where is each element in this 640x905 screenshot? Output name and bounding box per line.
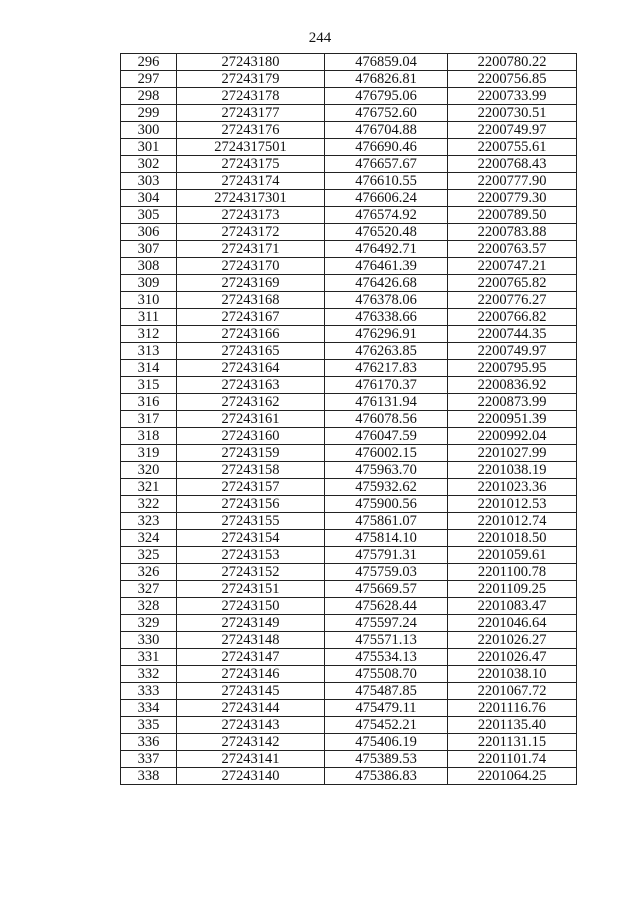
y-coordinate-cell: 2200730.51 [448, 105, 577, 122]
table-row [121, 377, 577, 394]
x-coordinate-cell: 476263.85 [325, 343, 448, 360]
y-coordinate-cell: 2200789.50 [448, 207, 577, 224]
point-id-cell: 27243143 [177, 717, 325, 734]
table-row [121, 598, 577, 615]
y-coordinate-cell: 2201101.74 [448, 751, 577, 768]
point-id-cell: 27243166 [177, 326, 325, 343]
point-id-cell: 27243170 [177, 258, 325, 275]
y-coordinate-cell: 2201046.64 [448, 615, 577, 632]
point-id-cell: 27243142 [177, 734, 325, 751]
row-number-cell: 307 [121, 241, 177, 258]
y-coordinate-cell: 2201012.74 [448, 513, 577, 530]
table-row [121, 649, 577, 666]
y-coordinate-cell: 2200795.95 [448, 360, 577, 377]
point-id-cell: 27243151 [177, 581, 325, 598]
x-coordinate-cell: 476704.88 [325, 122, 448, 139]
table-row [121, 343, 577, 360]
point-id-cell: 27243159 [177, 445, 325, 462]
row-number-cell: 302 [121, 156, 177, 173]
x-coordinate-cell: 476047.59 [325, 428, 448, 445]
x-coordinate-cell: 476338.66 [325, 309, 448, 326]
point-id-cell: 27243160 [177, 428, 325, 445]
row-number-cell: 324 [121, 530, 177, 547]
row-number-cell: 297 [121, 71, 177, 88]
point-id-cell: 27243157 [177, 479, 325, 496]
table-row [121, 479, 577, 496]
y-coordinate-cell: 2200780.22 [448, 54, 577, 71]
table-row [121, 326, 577, 343]
y-coordinate-cell: 2201026.27 [448, 632, 577, 649]
x-coordinate-cell: 475534.13 [325, 649, 448, 666]
point-id-cell: 27243141 [177, 751, 325, 768]
table-row [121, 547, 577, 564]
y-coordinate-cell: 2201109.25 [448, 581, 577, 598]
point-id-cell: 27243171 [177, 241, 325, 258]
x-coordinate-cell: 476520.48 [325, 224, 448, 241]
table-row [121, 105, 577, 122]
row-number-cell: 311 [121, 309, 177, 326]
table-row [121, 666, 577, 683]
point-id-cell: 27243169 [177, 275, 325, 292]
row-number-cell: 331 [121, 649, 177, 666]
point-id-cell: 27243147 [177, 649, 325, 666]
point-id-cell: 27243149 [177, 615, 325, 632]
row-number-cell: 335 [121, 717, 177, 734]
row-number-cell: 303 [121, 173, 177, 190]
row-number-cell: 315 [121, 377, 177, 394]
row-number-cell: 317 [121, 411, 177, 428]
y-coordinate-cell: 2200749.97 [448, 343, 577, 360]
x-coordinate-cell: 476610.55 [325, 173, 448, 190]
x-coordinate-cell: 476002.15 [325, 445, 448, 462]
row-number-cell: 330 [121, 632, 177, 649]
x-coordinate-cell: 475963.70 [325, 462, 448, 479]
point-id-cell: 27243148 [177, 632, 325, 649]
y-coordinate-cell: 2201027.99 [448, 445, 577, 462]
x-coordinate-cell: 475386.83 [325, 768, 448, 785]
x-coordinate-cell: 476426.68 [325, 275, 448, 292]
y-coordinate-cell: 2200733.99 [448, 88, 577, 105]
point-id-cell: 27243179 [177, 71, 325, 88]
table-row [121, 88, 577, 105]
x-coordinate-cell: 476078.56 [325, 411, 448, 428]
table-row [121, 632, 577, 649]
point-id-cell: 27243180 [177, 54, 325, 71]
point-id-cell: 27243154 [177, 530, 325, 547]
point-id-cell: 27243173 [177, 207, 325, 224]
row-number-cell: 326 [121, 564, 177, 581]
x-coordinate-cell: 476752.60 [325, 105, 448, 122]
y-coordinate-cell: 2201131.15 [448, 734, 577, 751]
row-number-cell: 305 [121, 207, 177, 224]
table-row [121, 717, 577, 734]
point-id-cell: 27243152 [177, 564, 325, 581]
x-coordinate-cell: 475759.03 [325, 564, 448, 581]
row-number-cell: 337 [121, 751, 177, 768]
table-row [121, 173, 577, 190]
point-id-cell: 27243144 [177, 700, 325, 717]
x-coordinate-cell: 476657.67 [325, 156, 448, 173]
row-number-cell: 333 [121, 683, 177, 700]
point-id-cell: 27243155 [177, 513, 325, 530]
point-id-cell: 27243177 [177, 105, 325, 122]
y-coordinate-cell: 2201083.47 [448, 598, 577, 615]
x-coordinate-cell: 475389.53 [325, 751, 448, 768]
point-id-cell: 27243150 [177, 598, 325, 615]
x-coordinate-cell: 475900.56 [325, 496, 448, 513]
point-id-cell: 27243145 [177, 683, 325, 700]
y-coordinate-cell: 2200783.88 [448, 224, 577, 241]
y-coordinate-cell: 2201064.25 [448, 768, 577, 785]
table-row [121, 734, 577, 751]
row-number-cell: 308 [121, 258, 177, 275]
row-number-cell: 298 [121, 88, 177, 105]
y-coordinate-cell: 2201012.53 [448, 496, 577, 513]
x-coordinate-cell: 475669.57 [325, 581, 448, 598]
x-coordinate-cell: 476690.46 [325, 139, 448, 156]
row-number-cell: 322 [121, 496, 177, 513]
point-id-cell: 27243153 [177, 547, 325, 564]
point-id-cell: 2724317501 [177, 139, 325, 156]
table-row [121, 309, 577, 326]
x-coordinate-cell: 476461.39 [325, 258, 448, 275]
x-coordinate-cell: 476606.24 [325, 190, 448, 207]
table-body [121, 54, 577, 785]
y-coordinate-cell: 2200765.82 [448, 275, 577, 292]
row-number-cell: 320 [121, 462, 177, 479]
row-number-cell: 338 [121, 768, 177, 785]
table-row [121, 207, 577, 224]
x-coordinate-cell: 476296.91 [325, 326, 448, 343]
table-row [121, 445, 577, 462]
table-row [121, 581, 577, 598]
table-row [121, 190, 577, 207]
row-number-cell: 309 [121, 275, 177, 292]
point-id-cell: 27243163 [177, 377, 325, 394]
x-coordinate-cell: 476859.04 [325, 54, 448, 71]
table-row [121, 462, 577, 479]
table-row [121, 258, 577, 275]
table-row [121, 615, 577, 632]
x-coordinate-cell: 476378.06 [325, 292, 448, 309]
row-number-cell: 323 [121, 513, 177, 530]
x-coordinate-cell: 476795.06 [325, 88, 448, 105]
table-row [121, 768, 577, 785]
row-number-cell: 325 [121, 547, 177, 564]
table-row [121, 156, 577, 173]
y-coordinate-cell: 2201135.40 [448, 717, 577, 734]
table-row [121, 496, 577, 513]
point-id-cell: 27243172 [177, 224, 325, 241]
x-coordinate-cell: 476492.71 [325, 241, 448, 258]
row-number-cell: 299 [121, 105, 177, 122]
x-coordinate-cell: 475861.07 [325, 513, 448, 530]
x-coordinate-cell: 476131.94 [325, 394, 448, 411]
table-row [121, 71, 577, 88]
y-coordinate-cell: 2201038.10 [448, 666, 577, 683]
point-id-cell: 27243178 [177, 88, 325, 105]
y-coordinate-cell: 2200747.21 [448, 258, 577, 275]
table-row [121, 751, 577, 768]
row-number-cell: 327 [121, 581, 177, 598]
x-coordinate-cell: 475597.24 [325, 615, 448, 632]
point-id-cell: 27243156 [177, 496, 325, 513]
x-coordinate-cell: 475406.19 [325, 734, 448, 751]
table-row [121, 428, 577, 445]
y-coordinate-cell: 2200779.30 [448, 190, 577, 207]
row-number-cell: 310 [121, 292, 177, 309]
page-number: 244 [308, 30, 332, 46]
point-id-cell: 27243176 [177, 122, 325, 139]
table-row [121, 139, 577, 156]
row-number-cell: 336 [121, 734, 177, 751]
row-number-cell: 332 [121, 666, 177, 683]
table-row [121, 530, 577, 547]
table-row [121, 513, 577, 530]
x-coordinate-cell: 475932.62 [325, 479, 448, 496]
point-id-cell: 27243140 [177, 768, 325, 785]
y-coordinate-cell: 2200755.61 [448, 139, 577, 156]
table-row [121, 564, 577, 581]
y-coordinate-cell: 2200951.39 [448, 411, 577, 428]
x-coordinate-cell: 475487.85 [325, 683, 448, 700]
table-row [121, 700, 577, 717]
row-number-cell: 316 [121, 394, 177, 411]
x-coordinate-cell: 476826.81 [325, 71, 448, 88]
row-number-cell: 314 [121, 360, 177, 377]
row-number-cell: 319 [121, 445, 177, 462]
y-coordinate-cell: 2200873.99 [448, 394, 577, 411]
table-row [121, 241, 577, 258]
point-id-cell: 27243174 [177, 173, 325, 190]
table-row [121, 54, 577, 71]
table-row [121, 275, 577, 292]
y-coordinate-cell: 2200756.85 [448, 71, 577, 88]
y-coordinate-cell: 2201023.36 [448, 479, 577, 496]
table-row [121, 360, 577, 377]
point-id-cell: 27243161 [177, 411, 325, 428]
point-id-cell: 27243168 [177, 292, 325, 309]
point-id-cell: 27243164 [177, 360, 325, 377]
point-id-cell: 27243175 [177, 156, 325, 173]
x-coordinate-cell: 475508.70 [325, 666, 448, 683]
y-coordinate-cell: 2201038.19 [448, 462, 577, 479]
point-id-cell: 27243146 [177, 666, 325, 683]
point-id-cell: 2724317301 [177, 190, 325, 207]
y-coordinate-cell: 2201067.72 [448, 683, 577, 700]
point-id-cell: 27243158 [177, 462, 325, 479]
x-coordinate-cell: 475814.10 [325, 530, 448, 547]
y-coordinate-cell: 2200777.90 [448, 173, 577, 190]
table-row [121, 411, 577, 428]
row-number-cell: 296 [121, 54, 177, 71]
y-coordinate-cell: 2201059.61 [448, 547, 577, 564]
point-id-cell: 27243162 [177, 394, 325, 411]
y-coordinate-cell: 2200744.35 [448, 326, 577, 343]
row-number-cell: 329 [121, 615, 177, 632]
row-number-cell: 318 [121, 428, 177, 445]
y-coordinate-cell: 2200763.57 [448, 241, 577, 258]
coordinates-table [120, 53, 577, 785]
y-coordinate-cell: 2200768.43 [448, 156, 577, 173]
y-coordinate-cell: 2201116.76 [448, 700, 577, 717]
row-number-cell: 306 [121, 224, 177, 241]
table-row [121, 683, 577, 700]
table-row [121, 292, 577, 309]
y-coordinate-cell: 2200992.04 [448, 428, 577, 445]
y-coordinate-cell: 2200749.97 [448, 122, 577, 139]
x-coordinate-cell: 476574.92 [325, 207, 448, 224]
y-coordinate-cell: 2200766.82 [448, 309, 577, 326]
row-number-cell: 300 [121, 122, 177, 139]
point-id-cell: 27243165 [177, 343, 325, 360]
row-number-cell: 313 [121, 343, 177, 360]
y-coordinate-cell: 2200776.27 [448, 292, 577, 309]
x-coordinate-cell: 475791.31 [325, 547, 448, 564]
x-coordinate-cell: 475479.11 [325, 700, 448, 717]
x-coordinate-cell: 475628.44 [325, 598, 448, 615]
row-number-cell: 321 [121, 479, 177, 496]
x-coordinate-cell: 476217.83 [325, 360, 448, 377]
row-number-cell: 304 [121, 190, 177, 207]
y-coordinate-cell: 2201018.50 [448, 530, 577, 547]
y-coordinate-cell: 2200836.92 [448, 377, 577, 394]
table-row [121, 224, 577, 241]
table-row [121, 394, 577, 411]
y-coordinate-cell: 2201100.78 [448, 564, 577, 581]
row-number-cell: 301 [121, 139, 177, 156]
x-coordinate-cell: 475452.21 [325, 717, 448, 734]
table-row [121, 122, 577, 139]
row-number-cell: 328 [121, 598, 177, 615]
point-id-cell: 27243167 [177, 309, 325, 326]
row-number-cell: 334 [121, 700, 177, 717]
row-number-cell: 312 [121, 326, 177, 343]
y-coordinate-cell: 2201026.47 [448, 649, 577, 666]
x-coordinate-cell: 476170.37 [325, 377, 448, 394]
x-coordinate-cell: 475571.13 [325, 632, 448, 649]
